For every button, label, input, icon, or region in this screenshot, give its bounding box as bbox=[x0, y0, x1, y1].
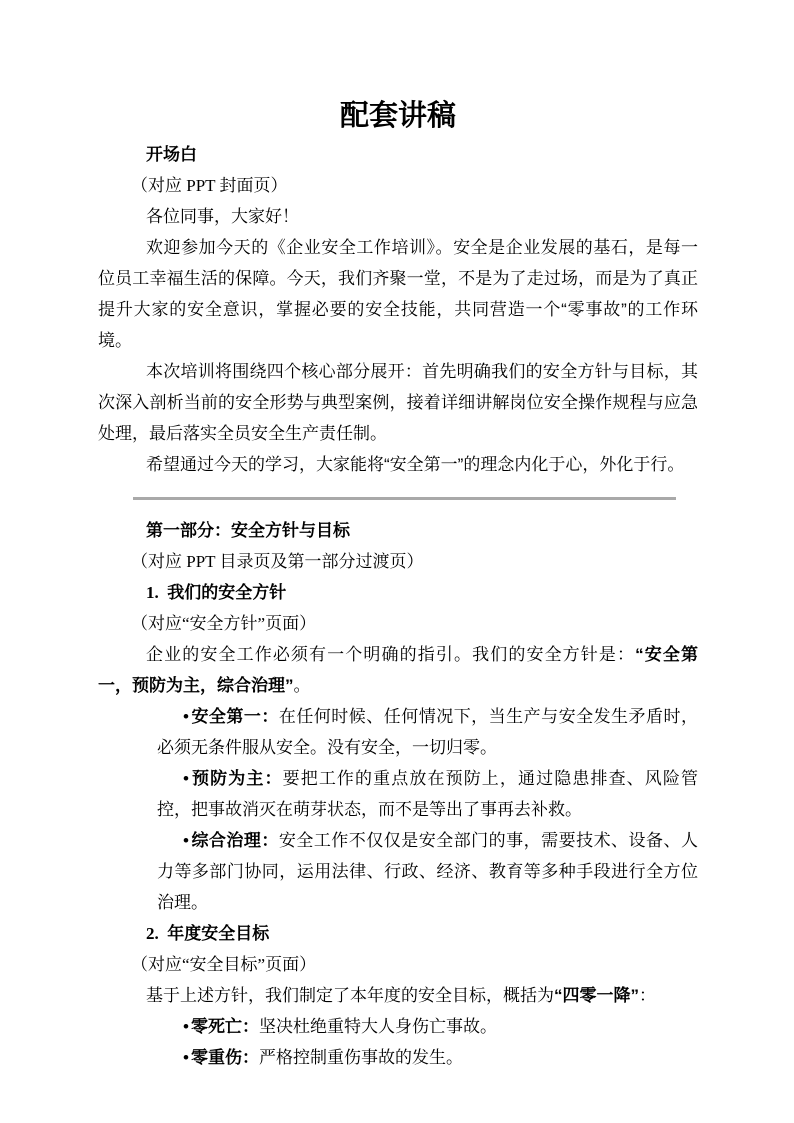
opening-heading: 开场白 bbox=[146, 145, 197, 164]
document-title: 配套讲稿 bbox=[339, 100, 456, 132]
bullet-term: 综合治理： bbox=[190, 831, 279, 850]
bullet-text: 要把工作的重点放在预防上，通过隐患排查、风险管控，把事故消灭在萌芽状态，而不是等出了事再去补救。 bbox=[157, 769, 699, 819]
bullet-icon: • bbox=[183, 707, 189, 726]
hope-paragraph: 希望通过今天的学习，大家能将“安全第一”的理念内化于心，外化于行。 bbox=[146, 455, 685, 474]
welcome-paragraph: 欢迎参加今天的《企业安全工作培训》。安全是企业发展的基石，是每一位员工幸福生活的保障。今天，我们齐聚一堂，不是为了走过场，而是为了真正提升大家的安全意识，掌握必要的安全技能，共同营造一个“零事故”的工作环境。 bbox=[98, 238, 698, 350]
part1-heading: 第一部分：安全方针与目标 bbox=[146, 521, 350, 540]
policy-bullet-prevention bbox=[157, 763, 698, 825]
goals-intro-quote: “四零一降” bbox=[554, 986, 639, 1005]
goals-intro bbox=[98, 980, 698, 1011]
policy-intro bbox=[98, 639, 698, 701]
bullet-icon: • bbox=[183, 1017, 189, 1036]
policy-bullet-safety-first bbox=[157, 701, 698, 763]
sub1-heading: 1. 我们的安全方针 bbox=[146, 583, 287, 602]
sub2-ppt-note: （对应“安全目标”页面） bbox=[131, 955, 317, 974]
section-divider bbox=[133, 497, 676, 500]
bullet-icon: • bbox=[183, 1048, 189, 1067]
bullet-term: 零重伤： bbox=[190, 1048, 259, 1067]
bullet-term: 零死亡： bbox=[190, 1017, 259, 1036]
opening-ppt-note: （对应 PPT 封面页） bbox=[131, 176, 288, 195]
goals-intro-suffix: ： bbox=[639, 986, 656, 1005]
policy-intro-prefix: 企业的安全工作必须有一个明确的指引。我们的安全方针是： bbox=[146, 645, 636, 664]
goal-bullet-zero-death bbox=[157, 1011, 698, 1042]
bullet-term: 安全第一： bbox=[190, 707, 279, 726]
policy-bullet-comprehensive bbox=[157, 825, 698, 918]
bullet-icon: • bbox=[183, 831, 189, 850]
goals-intro-prefix: 基于上述方针，我们制定了本年度的安全目标，概括为 bbox=[146, 986, 554, 1005]
goal-bullet-zero-serious-injury bbox=[157, 1042, 698, 1073]
bullet-icon: • bbox=[183, 769, 189, 788]
sub1-ppt-note: （对应“安全方针”页面） bbox=[131, 614, 317, 633]
part1-ppt-note: （对应 PPT 目录页及第一部分过渡页） bbox=[131, 552, 424, 571]
bullet-text: 严格控制重伤事故的发生。 bbox=[258, 1048, 463, 1067]
greeting-line: 各位同事，大家好！ bbox=[146, 207, 299, 226]
bullet-term: 预防为主： bbox=[190, 769, 283, 788]
bullet-text: 在任何时候、任何情况下，当生产与安全发生矛盾时，必须无条件服从安全。没有安全，一切归零。 bbox=[157, 707, 698, 757]
bullet-text: 坚决杜绝重特大人身伤亡事故。 bbox=[258, 1017, 497, 1036]
sub2-heading: 2. 年度安全目标 bbox=[146, 924, 270, 943]
policy-intro-quote: “安全第一，预防为主，综合治理” bbox=[98, 645, 699, 695]
policy-intro-suffix: 。 bbox=[293, 676, 311, 695]
outline-paragraph: 本次培训将围绕四个核心部分展开：首先明确我们的安全方针与目标，其次深入剖析当前的安全形势与典型案例，接着详细讲解岗位安全操作规程与应急处理，最后落实全员安全生产责任制。 bbox=[98, 362, 698, 443]
bullet-text: 安全工作不仅仅是安全部门的事，需要技术、设备、人力等多部门协同，运用法律、行政、经济、教育等多种手段进行全方位治理。 bbox=[157, 831, 698, 912]
